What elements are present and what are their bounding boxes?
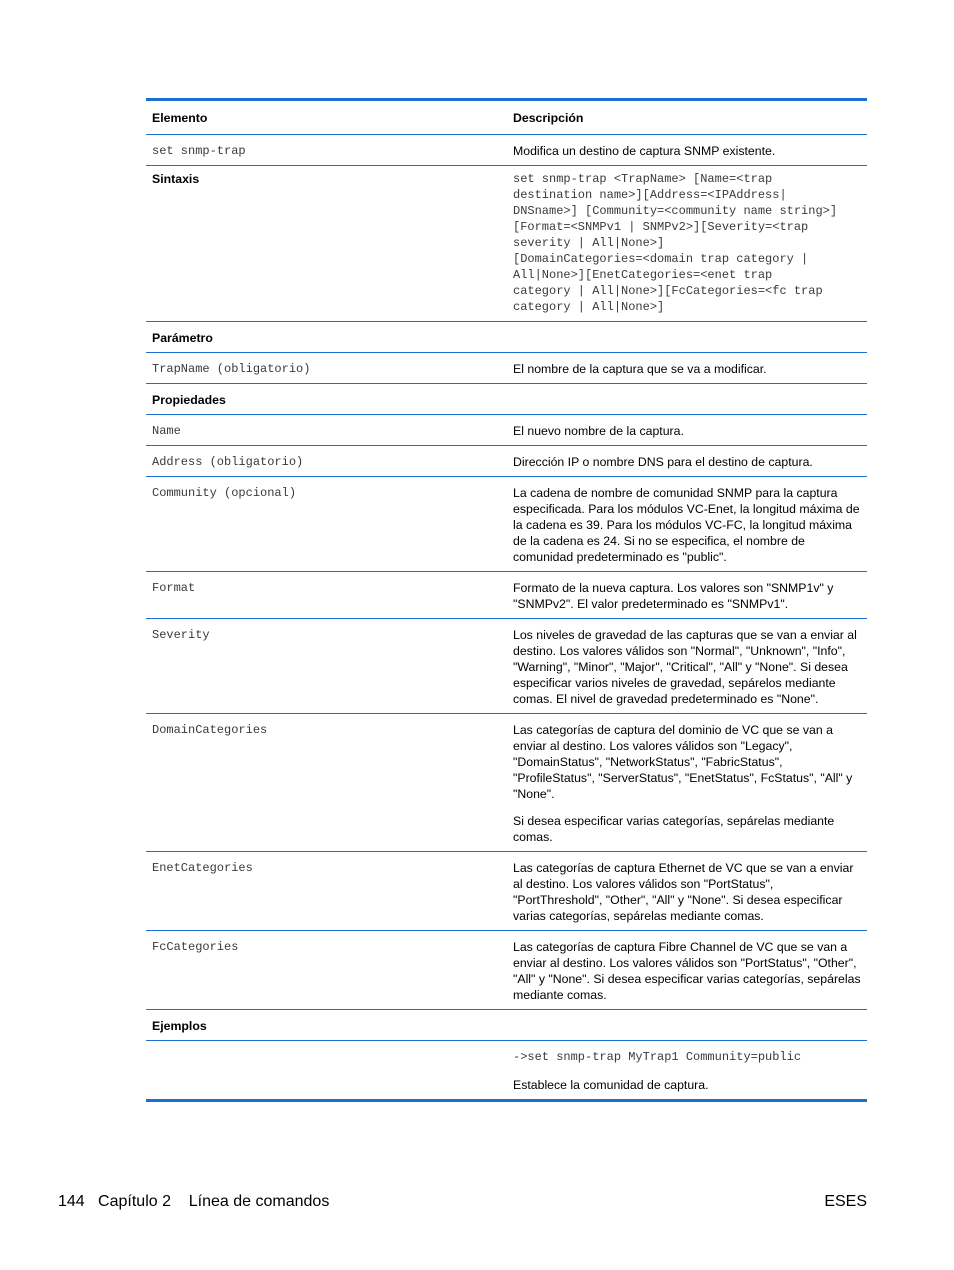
description-paragraph: Si desea especificar varias categorías, sepárelas mediante comas. [513, 814, 835, 844]
element-cell: EnetCategories [152, 861, 253, 875]
description-cell: El nombre de la captura que se va a modificar. [513, 362, 767, 376]
chapter-label: Capítulo 2 [98, 1193, 171, 1210]
command-table [146, 98, 867, 1102]
element-cell: FcCategories [152, 940, 239, 954]
section-label-parametro: Parámetro [152, 331, 213, 345]
table-row [146, 135, 867, 166]
table-row [146, 572, 867, 619]
footer-left [58, 1192, 329, 1212]
description-cell [506, 1041, 867, 1099]
section-label-sintaxis: Sintaxis [152, 172, 200, 186]
description-cell [506, 714, 867, 851]
section-label-propiedades: Propiedades [152, 393, 226, 407]
element-cell: Community (opcional) [152, 486, 297, 500]
table-row [146, 852, 867, 931]
table-row [146, 1010, 867, 1041]
element-cell: set snmp-trap [152, 144, 246, 158]
description-cell [506, 322, 867, 352]
table-row [146, 1041, 867, 1099]
example-command: ->set snmp-trap MyTrap1 Community=public [513, 1050, 802, 1064]
element-cell [146, 1041, 506, 1099]
element-cell: Address (obligatorio) [152, 455, 304, 469]
table-row [146, 384, 867, 415]
description-cell [506, 384, 867, 414]
description-cell: Modifica un destino de captura SNMP existente. [513, 144, 776, 158]
table-row [146, 322, 867, 353]
locale-code: ESES [824, 1193, 867, 1210]
description-cell: Las categorías de captura Ethernet de VC que se van a enviar al destino. Los valores válidos son "PortStatus", "PortThreshold", "Other", "All" y "None". Si desea especificar varias categorías, sepárelas mediante comas. [513, 861, 854, 923]
table-row [146, 446, 867, 477]
description-cell: Formato de la nueva captura. Los valores son "SNMP1v" y "SNMPv2". El valor predeterminado es "SNMPv1". [513, 581, 834, 611]
table-row [146, 714, 867, 852]
page-footer [58, 1192, 867, 1212]
description-cell: Dirección IP o nombre DNS para el destino de captura. [513, 455, 813, 469]
element-cell: DomainCategories [152, 723, 268, 737]
description-cell: La cadena de nombre de comunidad SNMP para la captura especificada. Para los módulos VC-Enet, la longitud máxima de la cadena es 39. Para los módulos VC-FC, la longitud máxima de la cadena es 24. Si no se especifica, el nombre de comunidad predeterminado es "public". [513, 486, 860, 564]
description-paragraph: Las categorías de captura del dominio de VC que se van a enviar al destino. Los valores válidos son "Legacy", "DomainStatus", "NetworkStatus", "FabricStatus", "ProfileStatus", "ServerStatus", "EnetStatus", FcStatus", "All" y "None". [513, 723, 853, 801]
element-cell: Format [152, 581, 196, 595]
section-label-ejemplos: Ejemplos [152, 1019, 207, 1033]
element-cell: Severity [152, 628, 210, 642]
table-header-row [146, 101, 867, 135]
description-cell: Las categorías de captura Fibre Channel de VC que se van a enviar al destino. Los valores válidos son "PortStatus", "Other", "All" y "None". Si desea especificar varias categorías, sepárelas mediante comas. [513, 940, 861, 1002]
table-row [146, 619, 867, 714]
table-row [146, 353, 867, 384]
header-elemento: Elemento [152, 111, 208, 125]
header-descripcion: Descripción [513, 111, 584, 125]
example-explanation: Establece la comunidad de captura. [513, 1078, 709, 1092]
syntax-block: set snmp-trap <TrapName> [Name=<trap destination name>][Address=<IPAddress| DNSname>] [Community=<community name string>] [Format=<SNMPv1 | SNMPv2>][Severity=<trap severity | All|None>] [DomainCategories=<domain trap category | All|None>][EnetCategories=<enet trap category | All|None>][FcCategories=<fc trap category | All|None>] [513, 172, 838, 314]
table-row [146, 931, 867, 1010]
table-row [146, 477, 867, 572]
page-number: 144 [58, 1193, 85, 1210]
table-row [146, 166, 867, 322]
element-cell: Name [152, 424, 181, 438]
element-cell: TrapName (obligatorio) [152, 362, 311, 376]
description-cell: Los niveles de gravedad de las capturas que se van a enviar al destino. Los valores válidos son "Normal", "Unknown", "Info", "Warning", "Minor", "Major", "Critical", "All" y "None". Si desea especificar varios niveles de gravedad, sepárelos mediante comas. El nivel de gravedad predeterminado es "None". [513, 628, 857, 706]
description-cell: El nuevo nombre de la captura. [513, 424, 684, 438]
table-row [146, 415, 867, 446]
description-cell [506, 1010, 867, 1040]
section-title: Línea de comandos [188, 1193, 330, 1210]
